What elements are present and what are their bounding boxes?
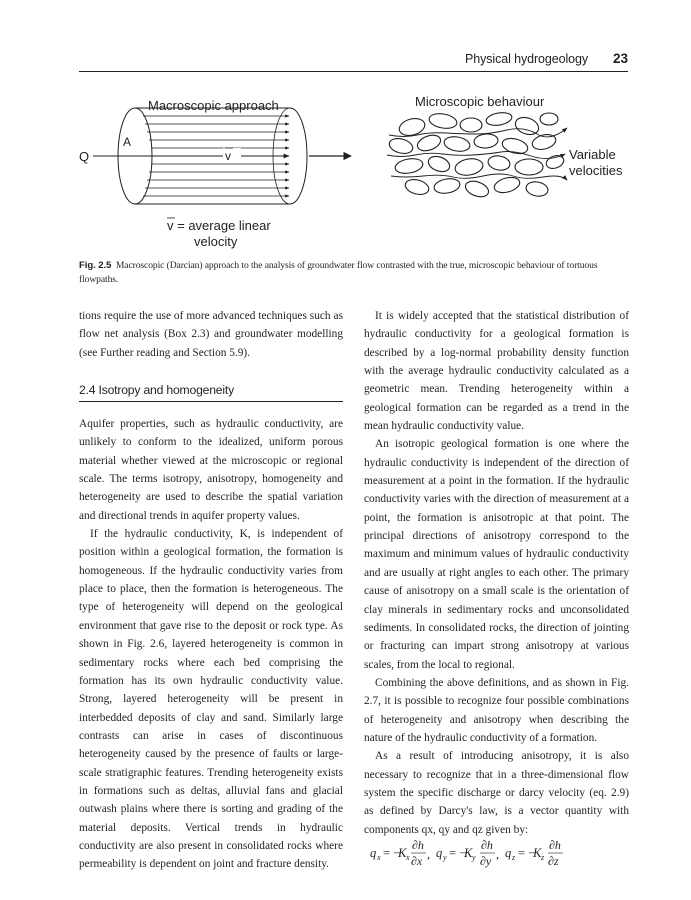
left-paragraph-3: If the hydraulic conductivity, K, is independent of position within a geological formation, the formation is homogeneous. If the hydraulic conductivity varies from place to place, then the formation is heterogeneous. The type of heterogeneity will depend on the geological environment that gave rise to the deposit or rock type. As shown in Fig. 2.6, layered heterogeneity is common in sedimentary rocks where each bed comprising the formation has its own hydraulic conductivity value. Strong, layered heterogeneity will be present in interbedded deposits of clay and sand. Similarly large contrasts can arise in cases of discontinuous heterogeneity caused by the presence of faults or large-scale stratigraphic features. Trending heterogeneity exists in formations such as deltas, alluvial fans and glacial outwash plains where there is sorting and grading of the material deposits. Vertical trends in hydraulic conductivity are also present in consolidated rocks where permeability is dependent on joint and fracture density. xyxy=(79,528,343,871)
equation-2-10 xyxy=(364,830,629,870)
svg-text:∂h: ∂h xyxy=(549,838,561,852)
svg-text:∂x: ∂x xyxy=(411,854,423,868)
label-v: v xyxy=(225,149,231,163)
label-velocities: velocities xyxy=(569,163,623,178)
right-paragraph-1: It is widely accepted that the statistical distribution of hydraulic conductivity for a geological formation is described by a log-normal probability density function with the average hydraulic conductivity calculated as a geometric mean. Trending heterogeneity within a geological formation can be regarded as a trend in the mean hydraulic conductivity value. xyxy=(364,310,629,433)
page-number: 23 xyxy=(612,51,628,66)
right-paragraph-2: An isotropic geological formation is one where the hydraulic conductivity is independent of the direction of measurement at a point in the formation. If the hydraulic conductivity varies with the direction of measurement at a point, the formation is anisotropic at that point. The principal directions of anisotropy correspond to the maximum and minimum values of hydraulic conductivity and are usually at right angles to each other. The primary cause of anisotropy on a small scale is the orientation of clay minerals in sedimentary rocks and unconsolidated sediments. In consolidated rocks, the direction of jointing or fracturing can impart strong anisotropy at various scales, from the local to regional. xyxy=(364,438,629,671)
figure-caption xyxy=(79,259,628,287)
right-column xyxy=(364,307,629,839)
running-header xyxy=(79,52,628,72)
label-v-eq: v = average linear xyxy=(167,218,271,233)
left-paragraph-2: Aquifer properties, such as hydraulic conductivity, are unlikely to conform to the idealized, uniform porous material whether viewed at the microscopic or regional scale. The terms isotropy, anisotropy, homogeneity and heterogeneity are used to describe the spatial variation and directional trends in aquifer property values. xyxy=(79,418,343,522)
caption-text: Macroscopic (Darcian) approach to the analysis of groundwater flow contrasted with the true, microscopic behaviour of tortuous flowpaths. xyxy=(79,260,598,285)
equation-text xyxy=(364,830,365,831)
svg-text:∂z: ∂z xyxy=(548,854,559,868)
svg-text:K: K xyxy=(533,846,542,860)
label-variable: Variable xyxy=(569,147,616,162)
label-macroscopic: Macroscopic approach xyxy=(148,98,279,113)
svg-text:q: q xyxy=(370,846,377,860)
svg-text:z: z xyxy=(541,853,545,862)
svg-text:K: K xyxy=(464,846,473,860)
svg-text:= −: = − xyxy=(383,846,401,860)
svg-text:x: x xyxy=(377,853,381,862)
svg-text:∂h: ∂h xyxy=(412,838,424,852)
svg-text:∂h: ∂h xyxy=(481,838,493,852)
running-title: Physical hydrogeology xyxy=(465,52,588,66)
figure-diagram xyxy=(79,88,628,258)
svg-text:z: z xyxy=(512,853,516,862)
left-paragraph-1: tions require the use of more advanced techniques such as flow net analysis (Box 2.3) and groundwater modelling (see Further reading and Section 5.9). xyxy=(79,310,343,359)
equation-render xyxy=(364,830,629,870)
label-microscopic: Microscopic behaviour xyxy=(415,94,545,109)
caption-label: Fig. 2.5 xyxy=(79,260,112,271)
label-a: A xyxy=(123,135,132,149)
svg-text:= −: = − xyxy=(449,846,467,860)
svg-text:K: K xyxy=(398,846,407,860)
right-paragraph-4: As a result of introducing anisotropy, it is also necessary to recognize that in a three-dimensional flow system the specific discharge or darcy velocity (eq. 2.9) as defined by Darcy's law, is a vector quantity with components qx, qy and qz given by: xyxy=(364,750,629,836)
svg-text:q: q xyxy=(436,846,443,860)
svg-text:∂y: ∂y xyxy=(480,854,492,868)
left-column xyxy=(79,307,343,874)
figure-2-5 xyxy=(79,88,628,258)
svg-text:,: , xyxy=(427,847,430,861)
svg-text:y: y xyxy=(443,853,447,862)
header-rule xyxy=(79,71,628,72)
svg-text:,: , xyxy=(496,847,499,861)
label-velocity: velocity xyxy=(194,234,238,249)
section-heading: 2.4 Isotropy and homogeneity xyxy=(79,382,343,402)
svg-text:y: y xyxy=(472,853,476,862)
label-q: Q xyxy=(79,149,90,164)
svg-text:q: q xyxy=(505,846,512,860)
svg-text:= −: = − xyxy=(518,846,536,860)
svg-text:x: x xyxy=(406,853,410,862)
right-paragraph-3: Combining the above definitions, and as shown in Fig. 2.7, it is possible to recognize four possible combinations of heterogeneity and anisotropy when describing the nature of the hydraulic conductivity of a formation. xyxy=(364,676,629,744)
